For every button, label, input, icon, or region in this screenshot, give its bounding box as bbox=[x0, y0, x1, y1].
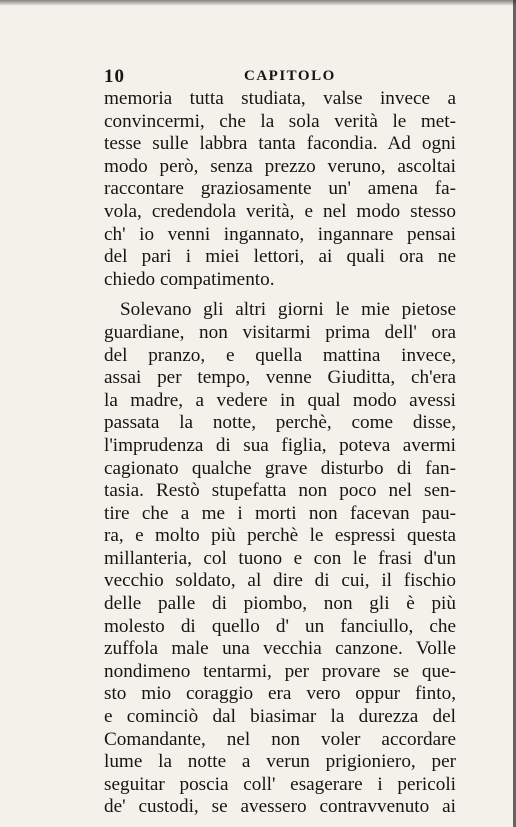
text-line: delle palle di piombo, non gli è più bbox=[104, 593, 456, 615]
text-line: e cominciò dal biasimar la durezza del bbox=[104, 706, 456, 728]
text-line: nondimeno tentarmi, per provare se que- bbox=[104, 660, 456, 682]
text-line: tasia. Restò stupefatta non poco nel sen- bbox=[104, 480, 456, 502]
page-header bbox=[104, 66, 456, 90]
text-line: cagionato qualche grave disturbo di fan- bbox=[104, 457, 456, 479]
running-head: CAPITOLO bbox=[244, 68, 336, 84]
text-line: molesto di quello d' un fanciullo, che bbox=[104, 615, 456, 637]
text-line: de' custodi, se avessero contravvenuto ai bbox=[104, 796, 456, 818]
text-line: del pari i miei lettori, ai quali ora ne bbox=[104, 246, 456, 268]
text-line: memoria tutta studiata, valse invece a bbox=[104, 88, 456, 109]
text-line: guardiane, non visitarmi prima dell' ora bbox=[104, 321, 456, 343]
text-line: del pranzo, e quella mattina invece, bbox=[104, 344, 456, 366]
text-line: passata la notte, perchè, come disse, bbox=[104, 412, 456, 434]
page-number: 10 bbox=[104, 66, 125, 87]
text-line: assai per tempo, venne Giuditta, ch'era bbox=[104, 367, 456, 389]
text-line: zuffola male una vecchia canzone. Volle bbox=[104, 638, 456, 660]
text-line: Solevano gli altri giorni le mie pietose bbox=[120, 299, 456, 321]
text-line: chiedo compatimento. bbox=[104, 268, 275, 290]
paragraph-2 bbox=[104, 299, 456, 819]
text-line: lume la notte a verun prigioniero, per bbox=[104, 751, 456, 773]
text-line: seguitar poscia coll' esagerare i pericoli bbox=[104, 773, 456, 795]
text-line: tesse sulle labbra tanta facondia. Ad ogni bbox=[104, 133, 456, 155]
text-line: vola, credendola verità, e nel modo stesso bbox=[104, 200, 456, 222]
text-line: convincermi, che la sola verità le met- bbox=[104, 110, 456, 132]
text-line: millanteria, col tuono e con le frasi d'un bbox=[104, 547, 456, 569]
text-line: sto mio coraggio era vero oppur finto, bbox=[104, 683, 456, 705]
text-line: tire che a me i morti non facevan pau- bbox=[104, 502, 456, 524]
body-text bbox=[104, 88, 456, 819]
text-line: vecchio soldato, al dire di cui, il fischio bbox=[104, 570, 456, 592]
text-line: ch' io venni ingannato, ingannare pensai bbox=[104, 223, 456, 245]
text-line: Comandante, nel non voler accordare bbox=[104, 728, 456, 750]
page-top-edge-shadow bbox=[0, 0, 516, 6]
text-line: la madre, a vedere in qual modo avessi bbox=[104, 389, 456, 411]
text-line: l'imprudenza di sua figlia, poteva avermi bbox=[104, 434, 456, 456]
text-line: ra, e molto più perchè le espressi questa bbox=[104, 525, 456, 547]
text-line: modo però, senza prezzo veruno, ascoltai bbox=[104, 155, 456, 177]
paragraph-gap bbox=[104, 291, 456, 299]
text-line: raccontare graziosamente un' amena fa- bbox=[104, 178, 456, 200]
paragraph-1 bbox=[104, 88, 456, 291]
